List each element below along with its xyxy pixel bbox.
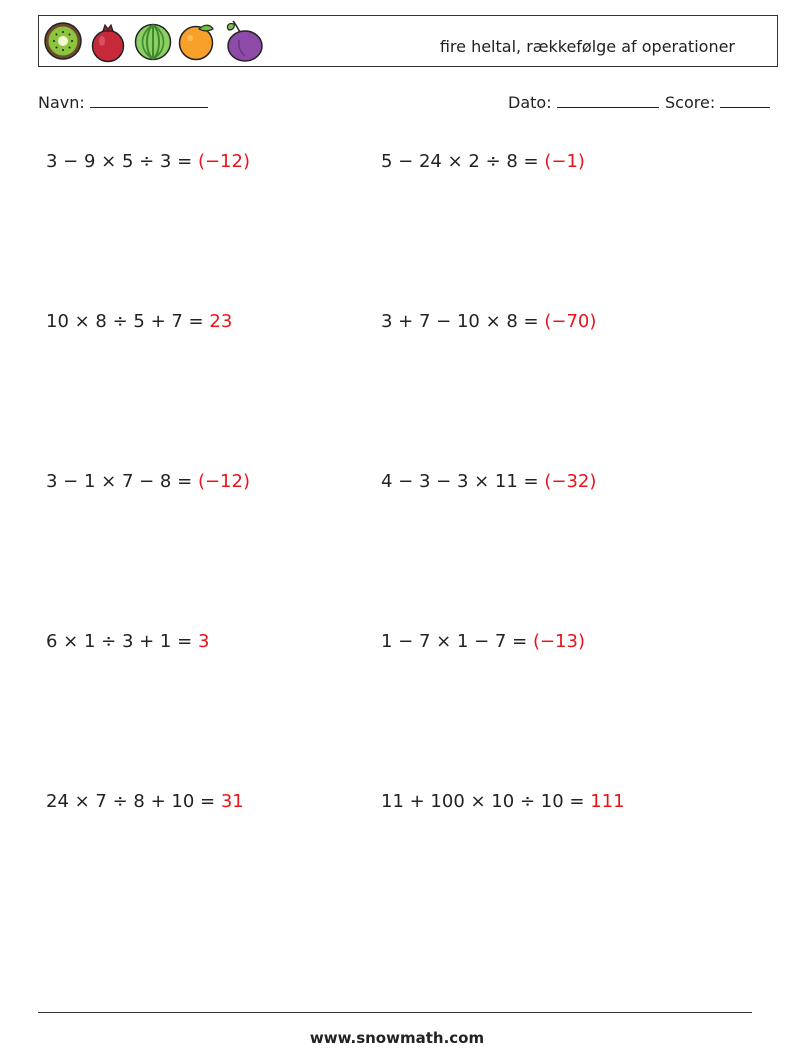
watermelon-icon [133, 21, 173, 61]
date-blank[interactable] [557, 93, 659, 108]
problem-3 [46, 311, 232, 332]
name-blank[interactable] [90, 93, 208, 108]
problem-4 [381, 311, 596, 332]
name-field [38, 93, 208, 112]
problem-answer: (−13) [532, 631, 585, 652]
problem-expression: 5 − 24 × 2 ÷ 8 = [381, 151, 539, 172]
footer-url[interactable]: www.snowmath.com [309, 1029, 485, 1047]
date-label: Dato: [508, 93, 552, 112]
problem-answer: (−12) [197, 151, 250, 172]
problem-expression: 3 − 1 × 7 − 8 = [46, 471, 193, 492]
worksheet-title: fire heltal, rækkefølge af operationer [439, 37, 735, 56]
problem-answer: (−70) [544, 311, 597, 332]
score-field [665, 93, 770, 112]
score-blank[interactable] [720, 93, 770, 108]
problem-expression: 3 + 7 − 10 × 8 = [381, 311, 539, 332]
problem-answer: (−1) [544, 151, 585, 172]
date-field [508, 93, 659, 112]
problem-answer: (−12) [197, 471, 250, 492]
header-box [38, 15, 778, 67]
problem-expression: 4 − 3 − 3 × 11 = [381, 471, 539, 492]
problem-expression: 6 × 1 ÷ 3 + 1 = [46, 631, 193, 652]
problem-expression: 24 × 7 ÷ 8 + 10 = [46, 791, 216, 812]
problem-7 [46, 631, 209, 652]
kiwi-icon [43, 21, 83, 61]
problem-2 [381, 151, 585, 172]
problem-expression: 1 − 7 × 1 − 7 = [381, 631, 528, 652]
score-label: Score: [665, 93, 716, 112]
footer-divider [38, 1012, 752, 1013]
problem-answer: (−32) [544, 471, 597, 492]
problem-answer: 23 [209, 311, 233, 332]
pomegranate-icon [89, 21, 127, 63]
orange-icon [177, 21, 217, 61]
problem-9 [46, 791, 244, 812]
problem-answer: 31 [220, 791, 244, 812]
plum-icon [223, 18, 265, 64]
problem-6 [381, 471, 596, 492]
name-label: Navn: [38, 93, 85, 112]
problem-expression: 11 + 100 × 10 ÷ 10 = [381, 791, 585, 812]
problem-answer: 3 [197, 631, 210, 652]
problem-expression: 3 − 9 × 5 ÷ 3 = [46, 151, 193, 172]
problem-5 [46, 471, 250, 492]
problem-answer: 111 [590, 791, 625, 812]
problem-expression: 10 × 8 ÷ 5 + 7 = [46, 311, 204, 332]
problem-1 [46, 151, 250, 172]
problem-8 [381, 631, 585, 652]
problem-10 [381, 791, 625, 812]
